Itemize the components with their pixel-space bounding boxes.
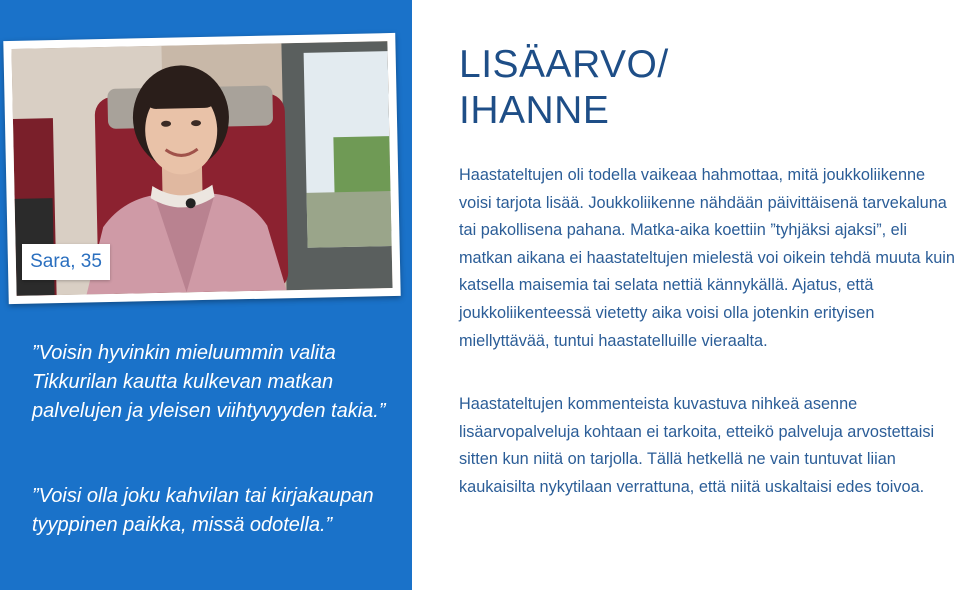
body-paragraph-1: Haastateltujen oli todella vaikeaa hahmottaa, mitä joukkoliikenne voisi tarjota lisää. Joukkoliikenne nähdään päivittäisenä tarvekaluna tai pakollisena pahana. Matka-aika koettiin ”tyhjäksi ajaksi”, eli matkan aikana ei haastateltujen mielestä voi oikein tehdä muuta kuin katsella maisemia tai selata nettiä kännykällä. Ajatus, että joukkoliikenteessä vietetty aika voisi olla jotenkin erityisen miellyttävää, tuntui haastatelluille vieraalta.: [459, 166, 955, 350]
body-paragraph-2: Haastateltujen kommenteista kuvastuva nihkeä asenne lisäarvopalveluja kohtaan ei tarkoita, etteikö palveluja arvostettaisi sitten kun niitä on tarjolla. Tällä hetkellä ne vain tuntuvat liian kaukaisilta nykytilaan verrattuna, että niitä uskaltaisi edes toivoa.: [459, 395, 935, 496]
page-title: [459, 42, 669, 134]
quote-1: ”Voisin hyvinkin mieluummin valita Tikkurilan kautta kulkevan matkan palvelujen ja yleisen viihtyvyyden takia.”: [32, 342, 386, 422]
quote-2: ”Voisi olla joku kahvilan tai kirjakaupan tyyppinen paikka, missä odotella.”: [32, 485, 374, 536]
photo-caption: Sara, 35: [22, 244, 110, 280]
left-blue-panel: [0, 0, 412, 590]
page-title-line-1: LISÄARVO/: [459, 43, 669, 86]
page-title-line-2: IHANNE: [459, 89, 610, 132]
